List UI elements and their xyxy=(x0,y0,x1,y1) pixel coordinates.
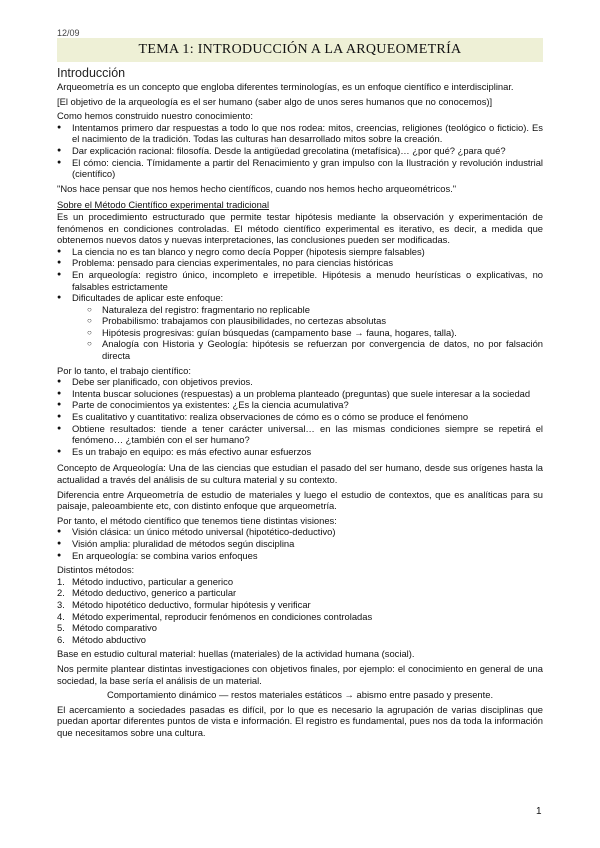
list-item: ● Visión clásica: un único método universal (hipotético-deductivo) xyxy=(57,526,543,538)
list-number: 4. xyxy=(57,610,65,622)
list-number: 2. xyxy=(57,587,65,599)
list-item: ● Intentamos primero dar respuestas a todo lo que nos rodea: mitos, creencias, religiones (teológico o ficticio). Es el nacimiento de la tradición. Todas las culturas han desarrollado mitos sobre la creación. xyxy=(57,122,543,145)
page-title: TEMA 1: INTRODUCCIÓN A LA ARQUEOMETRÍA xyxy=(138,42,462,57)
list-item xyxy=(57,292,543,362)
document-body xyxy=(57,66,543,738)
list-item: ● El cómo: ciencia. Tímidamente a partir del Renacimiento y gran impulso con la Ilustración y revolución industrial (científico) xyxy=(57,157,543,180)
list-item: ● En arqueología: registro único, incompleto e irrepetible. Hipótesis a menudo heurísticas o explicativas, no falsables estrictamente xyxy=(57,269,543,292)
list-number: 3. xyxy=(57,598,65,610)
list-item: ● Problema: pensado para ciencias experimentales, no para ciencias históricas xyxy=(57,257,543,269)
sub-list-item: ○ Naturaleza del registro: fragmentario no replicable xyxy=(87,304,543,316)
list-item: ● Dar explicación racional: filosofía. Desde la antigüedad grecolatina (metafísica)… ¿por qué? ¿para qué? xyxy=(57,145,543,157)
paragraph: Es un procedimiento estructurado que permite testar hipótesis mediante la observación y experimentación de fenómenos en condiciones controladas. El método científico experimental es iterativo, es decir, a medida que obtenemos nuevos datos y nuevas interpretaciones, las conclusiones pueden ser modificadas. xyxy=(57,210,543,246)
numbered-list xyxy=(57,576,543,646)
list-item xyxy=(57,634,543,646)
list-item-label: Dificultades de aplicar este enfoque: xyxy=(72,292,224,304)
paragraph: Concepto de Arqueología: Una de las ciencias que estudian el pasado del ser humano, desde sus orígenes hasta la actualidad a través del análisis de su cultura material y su contexto. xyxy=(57,462,543,485)
quote: "Nos hace pensar que nos hemos hecho científicos, cuando nos hemos hecho arqueométricos." xyxy=(57,182,457,194)
paragraph: El acercamiento a sociedades pasadas es difícil, por lo que es necesario la agrupación de varias disciplinas que puedan aportar diferentes puntos de vista e información. El registro es fundamental, pues nos da toda la información que necesitamos sobre una cultura. xyxy=(57,703,543,738)
paragraph: Diferencia entre Arqueometría de estudio de materiales y luego el estudio de contextos, que es analíticas para su paisaje, paleoambiente etc, con distinto enfoque que arqueometría. xyxy=(57,488,543,512)
list-item xyxy=(57,611,543,623)
paragraph: Base en estudio cultural material: huellas (materiales) de la actividad humana (social). xyxy=(57,648,415,660)
paragraph: Por lo tanto, el trabajo científico: xyxy=(57,364,191,376)
list-item-text: Método inductivo, particular a generico xyxy=(72,575,234,587)
bullet-list xyxy=(57,122,543,180)
list-item-text: Método hipotético deductivo, formular hipótesis y verificar xyxy=(72,598,311,610)
paragraph: Como hemos construido nuestro conocimiento: xyxy=(57,110,253,122)
list-item-text: Método abductivo xyxy=(72,633,147,645)
date-label: 12/09 xyxy=(57,28,80,38)
list-item: ● Visión amplia: pluralidad de métodos según disciplina xyxy=(57,538,543,550)
list-item: ● Parte de conocimientos ya existentes: ¿Es la ciencia acumulativa? xyxy=(57,399,543,411)
list-item-text: Método experimental, reproducir fenómenos en condiciones controladas xyxy=(72,610,373,622)
paragraph: Nos permite plantear distintas investigaciones con objetivos finales, por ejemplo: el conocimiento en general de una sociedad, la base sería el análisis de un material. xyxy=(57,662,543,686)
sub-list-item: ○ Analogía con Historia y Geología: hipótesis se refuerzan por convergencia de datos, no por falsación directa xyxy=(87,338,543,361)
list-item xyxy=(57,587,543,599)
list-item: ● Es cualitativo y cuantitativo: realiza observaciones de cómo es o cómo se produce el fenómeno xyxy=(57,411,543,423)
list-item: ● Es un trabajo en equipo: es más efectivo aunar esfuerzos xyxy=(57,446,543,458)
paragraph: [El objetivo de la arqueología es el ser humano (saber algo de unos seres humanos que no conocemos)] xyxy=(57,95,493,107)
bullet-list xyxy=(57,376,543,457)
list-item-text: Método comparativo xyxy=(72,622,157,634)
list-number: 1. xyxy=(57,575,65,587)
list-item-text: Método deductivo, generico a particular xyxy=(72,587,237,599)
bullet-list xyxy=(57,526,543,561)
bullet-list xyxy=(57,246,543,362)
page-number: 1 xyxy=(536,806,542,817)
title-banner xyxy=(57,38,543,62)
section-heading-introduccion: Introducción xyxy=(57,66,126,80)
list-item: ● Intenta buscar soluciones (respuestas) a un problema planteado (preguntas) que suele interesar a la sociedad xyxy=(57,388,543,400)
paragraph: Distintos métodos: xyxy=(57,564,135,576)
list-item: ● Debe ser planificado, con objetivos previos. xyxy=(57,376,543,388)
list-item: ● La ciencia no es tan blanco y negro como decía Popper (hipotesis siempre falsables) xyxy=(57,246,543,258)
list-item: ● En arqueología: se combina varios enfoques xyxy=(57,550,543,562)
list-item xyxy=(57,576,543,588)
paragraph: Arqueometría es un concepto que engloba diferentes terminologías, es un enfoque científico e interdisciplinar. xyxy=(57,81,514,92)
list-item xyxy=(57,599,543,611)
sub-bullet-list xyxy=(72,304,543,362)
section-heading-metodo: Sobre el Método Científico experimental tradicional xyxy=(57,199,270,211)
list-number: 5. xyxy=(57,622,65,634)
sub-list-item: ○ Hipótesis progresivas: guían búsquedas (campamento base → fauna, hogares, talla). xyxy=(87,327,543,339)
sub-list-item: ○ Probabilismo: trabajamos con plausibilidades, no certezas absolutas xyxy=(87,315,543,327)
list-item: ● Obtiene resultados: tiende a tener carácter universal… en las mismas condiciones siempre se repetirá el fenómeno… ¿también con el ser humano? xyxy=(57,423,543,446)
list-item xyxy=(57,622,543,634)
paragraph-centered: Comportamiento dinámico — restos materiales estáticos → abismo entre pasado y presente. xyxy=(106,689,494,701)
list-number: 6. xyxy=(57,633,65,645)
paragraph: Por tanto, el método científico que tenemos tiene distintas visiones: xyxy=(57,514,337,526)
